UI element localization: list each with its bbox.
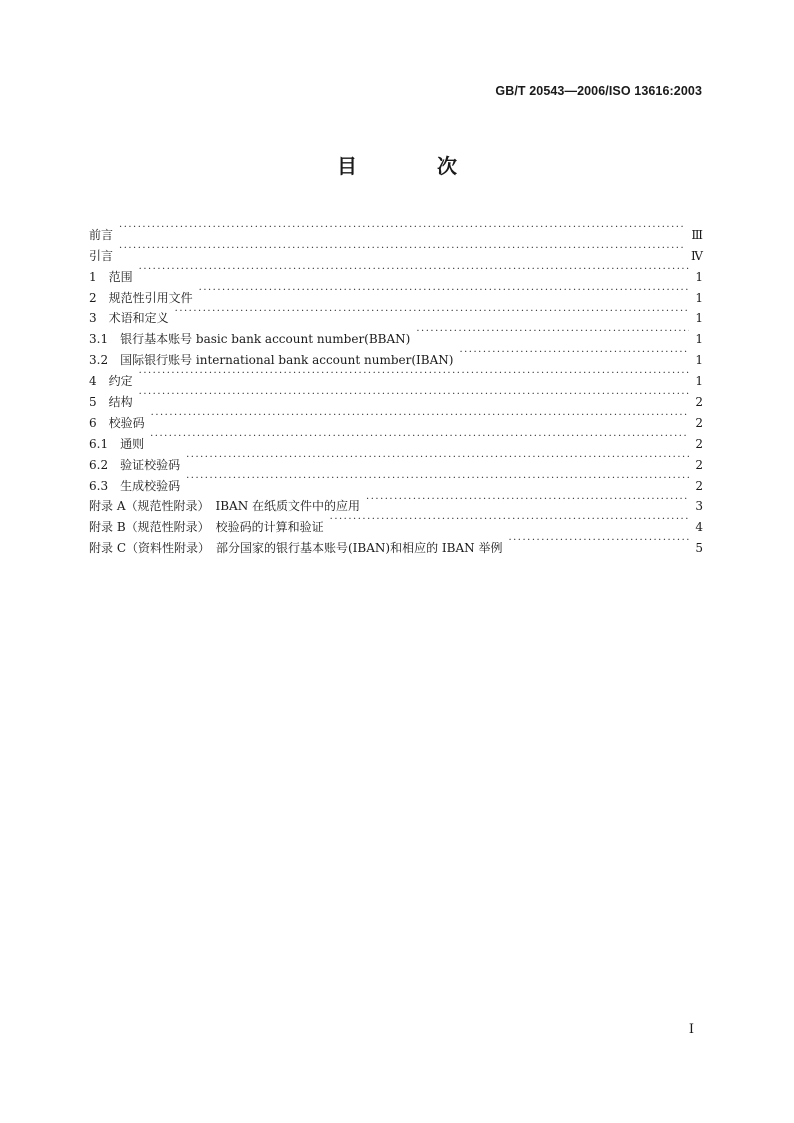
toc-entry-page: 1: [695, 332, 703, 347]
toc-leader-dots: [416, 322, 689, 343]
toc-entry-label: 6.1 通则: [89, 436, 145, 451]
toc-entry-page: 2: [695, 415, 703, 430]
toc-leader-dots: [119, 218, 685, 239]
toc-entry-bban[interactable]: [89, 322, 703, 347]
toc-leader-dots: [151, 406, 689, 427]
toc-entry-scope[interactable]: [89, 260, 703, 284]
toc-entry-label: 附录 A（规范性附录） IBAN 在纸质文件中的应用: [89, 499, 361, 514]
toc-entry-page: Ⅲ: [691, 227, 703, 242]
toc-leader-dots: [186, 448, 689, 469]
toc-leader-dots: [139, 260, 689, 281]
toc-leader-dots: [139, 364, 689, 385]
toc-leader-dots: [186, 469, 689, 490]
toc-leader-dots: [459, 343, 689, 364]
standard-code: GB/T 20543—2006/ISO 13616:2003: [495, 84, 702, 98]
toc-entry-label: 3 术语和定义: [89, 311, 169, 326]
toc-entry-introduction[interactable]: [89, 239, 703, 263]
toc-entry-label: 1 范围: [89, 269, 133, 284]
toc-leader-dots: [366, 490, 689, 511]
toc-entry-page: 1: [695, 311, 703, 326]
toc-entry-label: 附录 B（规范性附录） 校验码的计算和验证: [89, 520, 324, 535]
toc-leader-dots: [119, 239, 685, 260]
toc-entry-label: 3.1 银行基本账号 basic bank account number(BBAN): [89, 332, 411, 347]
toc-leader-dots: [150, 427, 689, 448]
toc-entry-normative-references[interactable]: [89, 281, 703, 305]
toc-entry-label: 引言: [89, 248, 114, 263]
toc-entry-validate-check-digits[interactable]: [89, 448, 703, 472]
table-of-contents: [89, 218, 703, 556]
toc-entry-foreword[interactable]: [89, 218, 703, 242]
toc-entry-conventions[interactable]: [89, 364, 703, 389]
toc-entry-page: 5: [695, 541, 703, 556]
toc-entry-label: 2 规范性引用文件: [89, 290, 193, 305]
toc-entry-page: 2: [695, 395, 703, 410]
toc-entry-label: 附录 C（资料性附录） 部分国家的银行基本账号(IBAN)和相应的 IBAN 举例: [89, 541, 503, 556]
toc-leader-dots: [330, 510, 689, 531]
toc-entry-terms-definitions[interactable]: [89, 302, 703, 326]
toc-leader-dots: [199, 281, 689, 302]
toc-leader-dots: [139, 385, 689, 406]
page-number: I: [688, 1022, 694, 1037]
toc-entry-page: 2: [695, 478, 703, 493]
toc-entry-page: 2: [695, 436, 703, 451]
toc-entry-check-digits[interactable]: [89, 406, 703, 430]
toc-entry-label: 3.2 国际银行账号 international bank account number(IBAN): [89, 353, 454, 368]
toc-entry-page: 1: [695, 269, 703, 284]
toc-leader-dots: [508, 531, 689, 552]
toc-entry-label: 前言: [89, 227, 114, 242]
toc-entry-label: 4 约定: [89, 374, 133, 389]
toc-entry-page: 4: [695, 520, 703, 535]
page-title: 目 次: [337, 154, 487, 178]
toc-entry-page: 1: [695, 290, 703, 305]
toc-entry-label: 6 校验码: [89, 415, 145, 430]
toc-leader-dots: [175, 302, 689, 323]
toc-entry-general[interactable]: [89, 427, 703, 451]
toc-entry-label: 6.2 验证校验码: [89, 457, 181, 472]
toc-entry-structure[interactable]: [89, 385, 703, 410]
toc-entry-page: Ⅳ: [691, 248, 703, 263]
toc-entry-page: 1: [695, 353, 703, 368]
toc-entry-page: 2: [695, 457, 703, 472]
toc-entry-label: 6.3 生成校验码: [89, 478, 181, 493]
toc-entry-page: 1: [695, 374, 703, 389]
toc-entry-label: 5 结构: [89, 395, 133, 410]
toc-entry-page: 3: [695, 499, 703, 514]
